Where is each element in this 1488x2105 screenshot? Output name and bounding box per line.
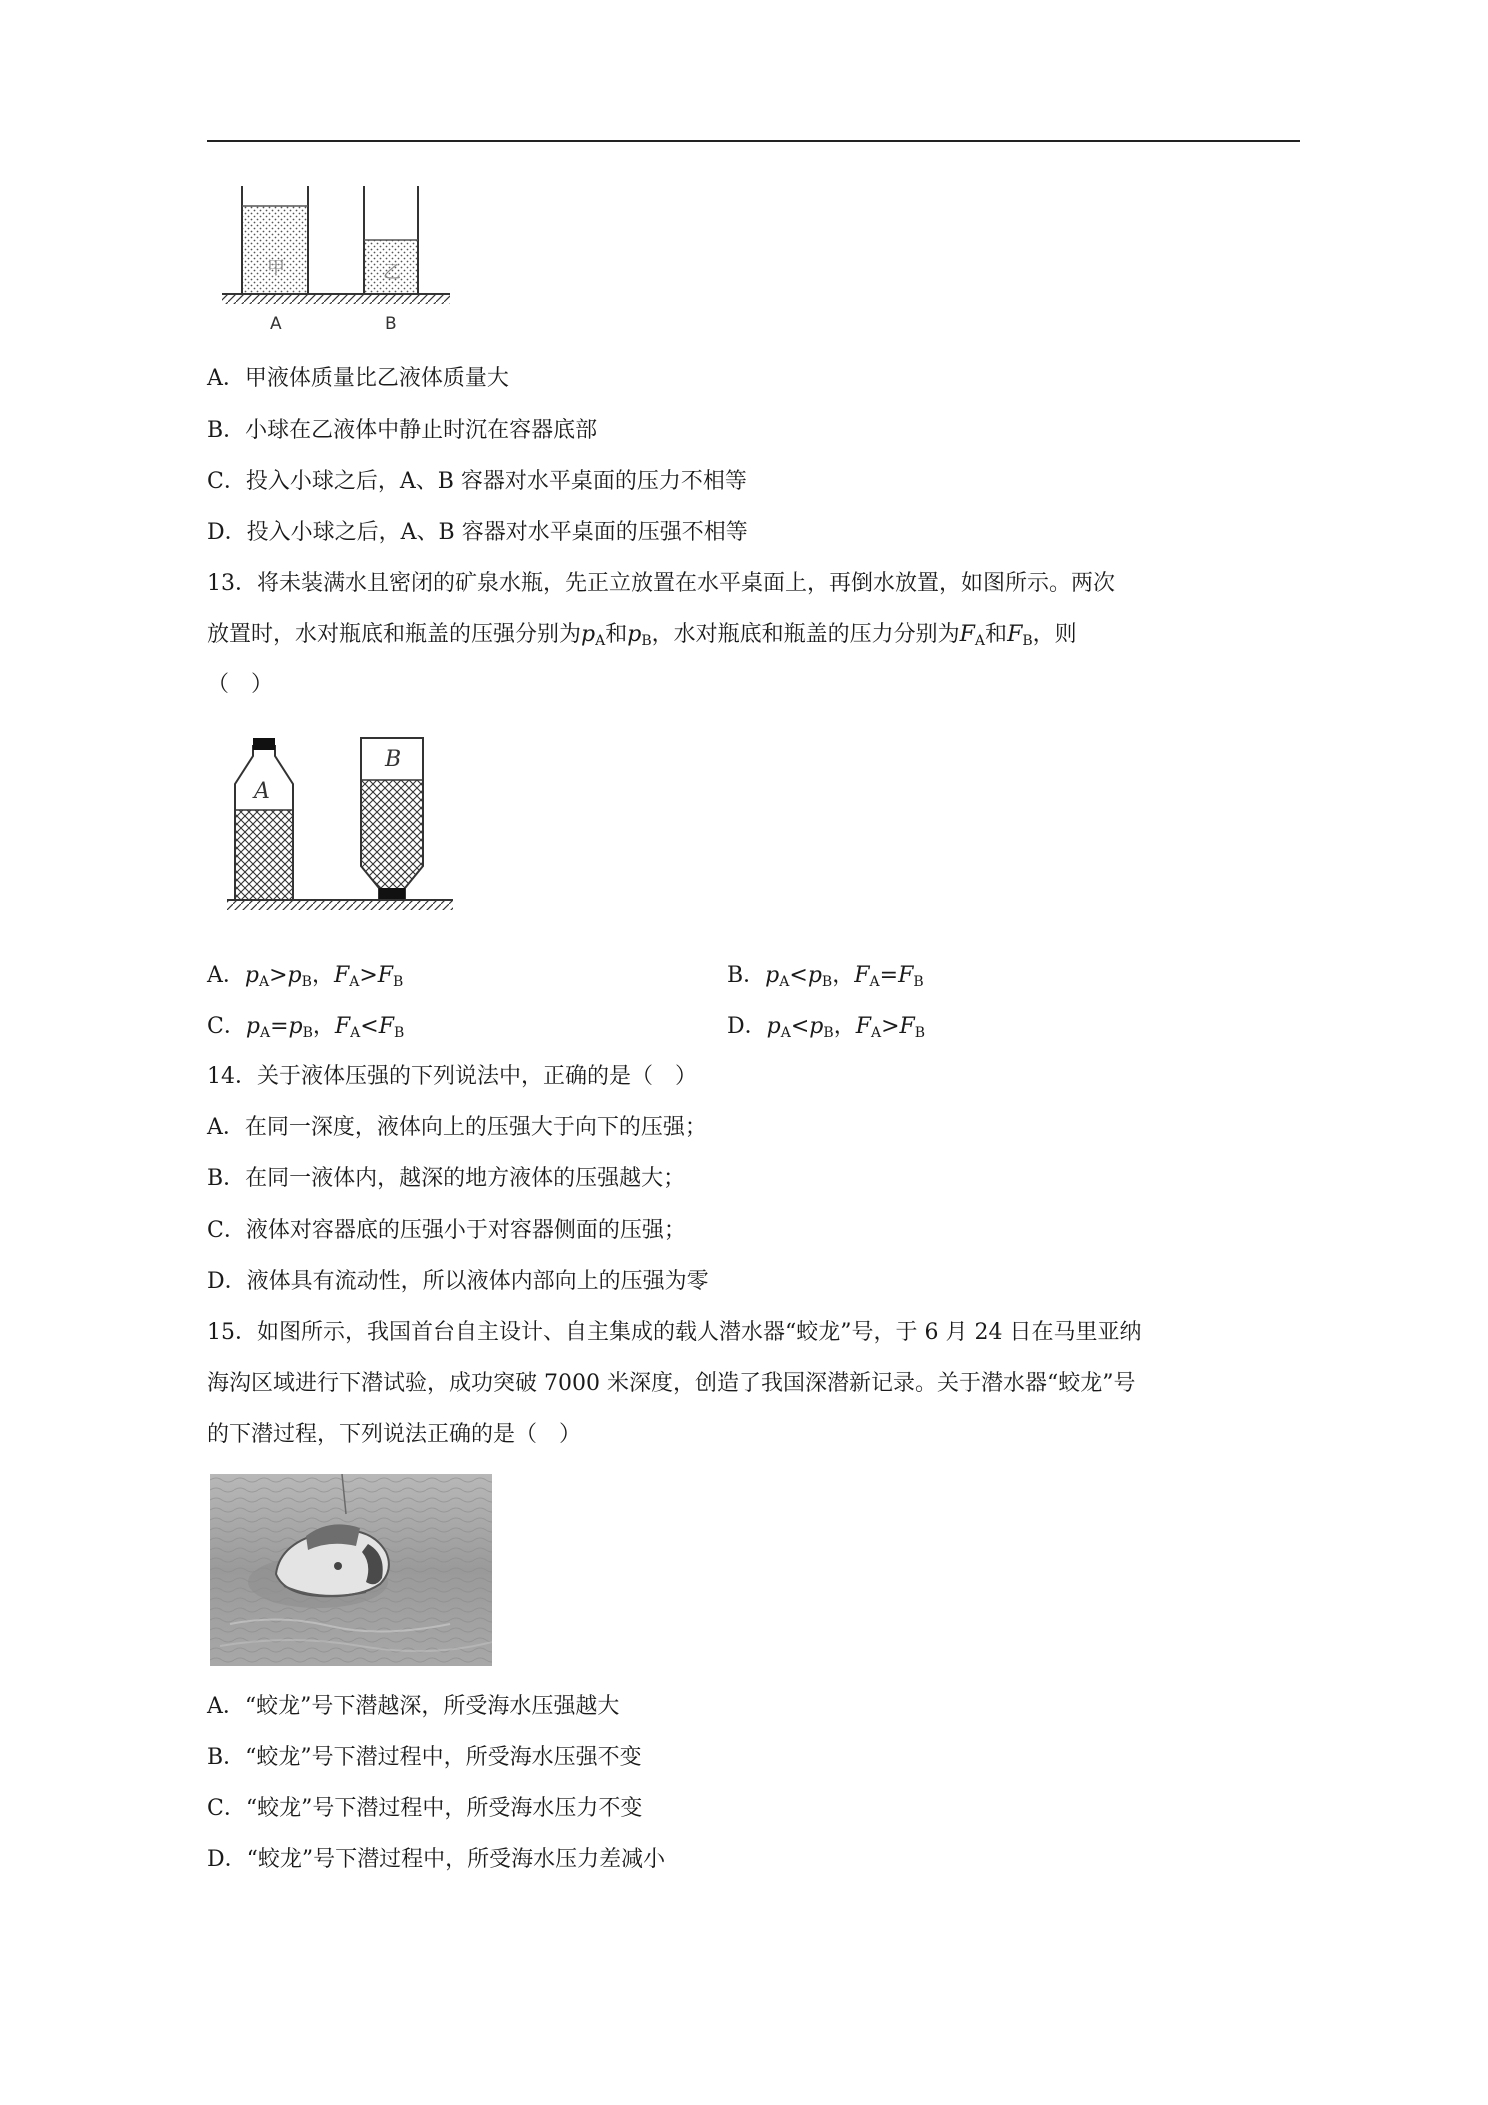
header-rule (207, 140, 1300, 142)
q13-option-c: C．$p_A=p_B$，$F_A<F_B$ (207, 1014, 405, 1041)
q14-option-c: C．液体对容器底的压强小于对容器侧面的压强； (207, 1218, 686, 1243)
q14-stem: 14．关于液体压强的下列说法中，正确的是（ ） (207, 1064, 697, 1089)
q15-stem-line3: 的下潜过程，下列说法正确的是（ ） (207, 1422, 582, 1447)
q12-option-c: C．投入小球之后，A、B 容器对水平桌面的压力不相等 (207, 469, 747, 494)
q14-option-a: A．在同一深度，液体向上的压强大于向下的压强； (207, 1115, 707, 1140)
bottle-a-label: A (254, 779, 270, 804)
q13-answer-paren: （ ） (207, 672, 274, 697)
q13-bottles-figure (225, 736, 457, 920)
bottle-b-label: B (385, 747, 402, 772)
q15-stem-line2: 海沟区域进行下潜试验，成功突破 7000 米深度，创造了我国深潜新记录。关于潜水器“蛟龙”号 (207, 1371, 1136, 1396)
container-a-label: A (270, 314, 282, 334)
q15-option-d: D．“蛟龙”号下潜过程中，所受海水压力差减小 (207, 1847, 666, 1872)
q13-stem-line2: 放置时，水对瓶底和瓶盖的压强分别为$p_A$和$p_B$，水对瓶底和瓶盖的压力分别为$F_A$和$F_B$，则 (207, 622, 1077, 649)
q12-option-a: A．甲液体质量比乙液体质量大 (207, 366, 509, 391)
q13-option-a: A．$p_A>p_B$，$F_A>F_B$ (207, 963, 404, 990)
q14-option-d: D．液体具有流动性，所以液体内部向上的压强为零 (207, 1269, 709, 1294)
container-b-label: B (385, 314, 397, 334)
q12-option-b: B．小球在乙液体中静止时沉在容器底部 (207, 418, 598, 443)
q12-option-d: D．投入小球之后，A、B 容器对水平桌面的压强不相等 (207, 520, 748, 545)
q13-option-b: B．$p_A<p_B$，$F_A=F_B$ (727, 963, 924, 990)
q15-option-c: C．“蛟龙”号下潜过程中，所受海水压力不变 (207, 1796, 643, 1821)
submersible-photo (210, 1474, 492, 1666)
liquid-b-label: 乙 (383, 262, 401, 283)
liquid-a (242, 206, 308, 294)
q15-stem-line1: 15．如图所示，我国首台自主设计、自主集成的载人潜水器“蛟龙”号，于 6 月 24 日在马里亚纳 (207, 1320, 1142, 1345)
q15-option-a: A．“蛟龙”号下潜越深，所受海水压强越大 (207, 1694, 620, 1719)
liquid-a-label: 甲 (267, 258, 285, 279)
q13-stem-line1: 13．将未装满水且密闭的矿泉水瓶，先正立放置在水平桌面上，再倒水放置，如图所示。两次 (207, 571, 1115, 596)
q15-option-b: B．“蛟龙”号下潜过程中，所受海水压强不变 (207, 1745, 642, 1770)
q13-option-d: D．$p_A<p_B$，$F_A>F_B$ (727, 1014, 926, 1041)
q14-option-b: B．在同一液体内，越深的地方液体的压强越大； (207, 1166, 686, 1191)
q12-containers-figure (220, 182, 460, 338)
